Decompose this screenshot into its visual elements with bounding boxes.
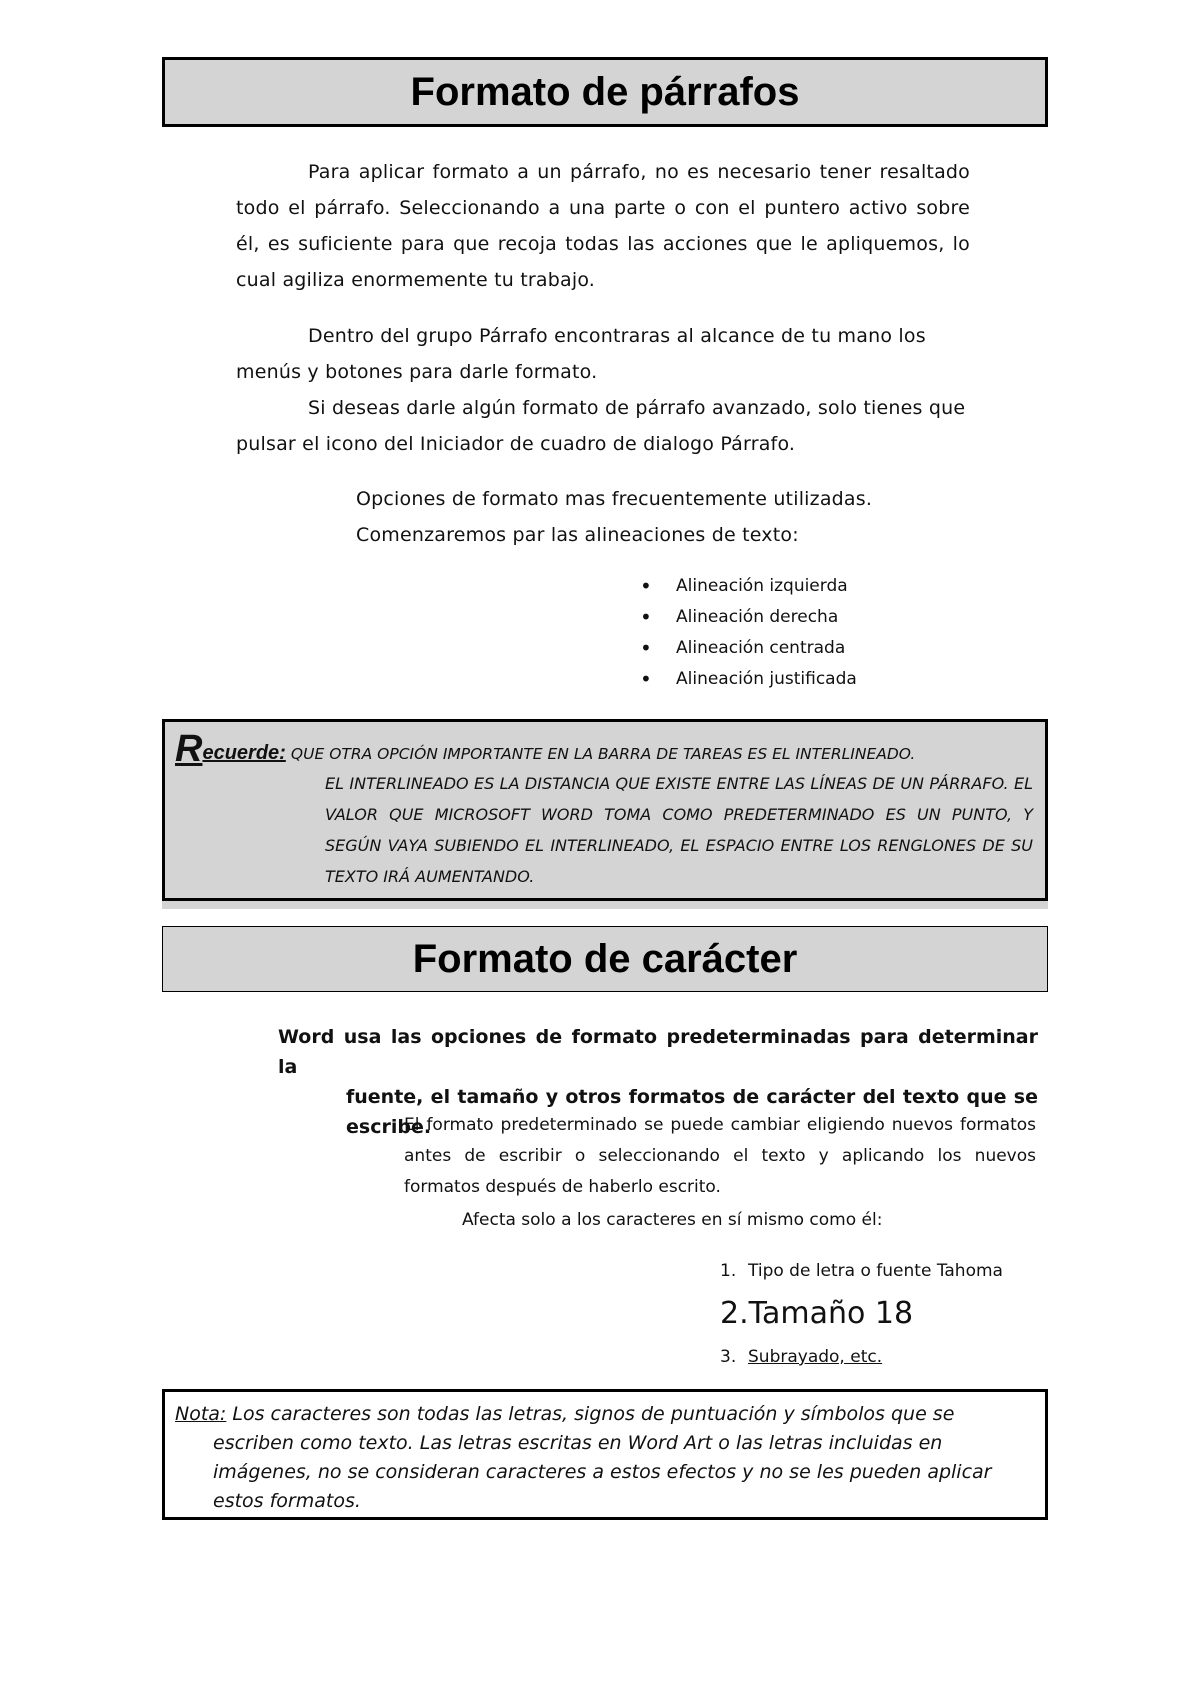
recuerde-body: EL INTERLINEADO ES LA DISTANCIA QUE EXISTE ENTRE LAS LÍNEAS DE UN PÁRRAFO. EL VALOR QUE MICROSOFT WORD TOMA COMO PREDETERMINADO ES UN PUNTO, Y SEGÚN VAYA SUBIENDO EL INTERLINEADO, EL ESPACIO ENTRE LOS RENGLONES DE SU TEXTO IRÁ AUMENTANDO. [325, 774, 1033, 886]
paragraph-opciones [356, 481, 996, 553]
paragraph-avanzado-text: Si deseas darle algún formato de párrafo avanzado, solo tienes que pulsar el icono del Iniciador de cuadro de dialogo Párrafo. [236, 397, 966, 455]
section-title-text: Formato de carácter [412, 936, 798, 981]
word-rest: fuente, el tamaño y otros formatos de carácter del texto que se escribe. [346, 1086, 1038, 1138]
paragraph-grupo-text: Dentro del grupo Párrafo encontraras al alcance de tu mano los menús y botones para darle formato. [236, 325, 926, 383]
recuerde-first-text: QUE OTRA OPCIÓN IMPORTANTE EN LA BARRA DE TAREAS ES EL INTERLINEADO. [290, 745, 916, 763]
list-item: • Alineación justificada [636, 664, 956, 695]
afecta-line [462, 1206, 882, 1234]
list-item: • Alineación derecha [636, 602, 956, 633]
recuerde-first-line [175, 728, 1031, 770]
list-text: Tamaño 18 [748, 1296, 914, 1331]
paragraph-intro [236, 154, 970, 298]
character-format-list [720, 1256, 1040, 1372]
section-title-caracter [162, 926, 1048, 992]
afecta-text: Afecta solo a los caracteres en sí mismo como él: [462, 1210, 883, 1230]
separator-strip [162, 901, 1048, 909]
nota-text: Los caracteres son todas las letras, signos de puntuación y símbolos que se escriben como texto. Las letras escritas en Word Art o las letras incluidas en imágenes, no se consideran caracteres a estos efectos y no se les pueden aplicar estos formatos. [213, 1403, 992, 1512]
word-first-line: Word usa las opciones de formato predeterminadas para determinar la [278, 1026, 1038, 1078]
list-item [720, 1342, 1040, 1372]
list-text: Subrayado, etc. [748, 1347, 883, 1367]
paragraph-grupo [236, 318, 970, 462]
default-format-text: El formato predeterminado se puede cambiar eligiendo nuevos formatos antes de escribir o seleccionando el texto y aplicando los nuevos formatos después de haberlo escrito. [404, 1115, 1036, 1197]
recuerde-big-letter: R [175, 728, 203, 770]
list-item: • Alineación izquierda [636, 571, 956, 602]
list-number: 2. [720, 1296, 749, 1331]
opciones-line: Opciones de formato mas frecuentemente utilizadas. [356, 488, 873, 510]
section-title-text: Formato de párrafos [410, 69, 800, 114]
list-item [720, 1286, 1040, 1342]
recuerde-box [162, 719, 1048, 901]
nota-label: Nota: [175, 1403, 227, 1425]
recuerde-label: ecuerde: [202, 742, 286, 764]
list-number: 1. [720, 1261, 737, 1281]
paragraph-intro-text: Para aplicar formato a un párrafo, no es necesario tener resaltado todo el párrafo. Seleccionando a una parte o con el puntero activo sobre él, es suficiente para que recoja todas las acciones que le apliquemos, lo cual agiliza enormemente tu trabajo. [236, 161, 970, 291]
nota-box [162, 1389, 1048, 1520]
comenzaremos-line: Comenzaremos par las alineaciones de texto: [356, 524, 799, 546]
list-item: • Alineación centrada [636, 633, 956, 664]
section-title-parrafos [162, 57, 1048, 127]
list-text: Tipo de letra o fuente Tahoma [748, 1261, 1003, 1281]
nota-content [175, 1400, 1025, 1516]
default-format-paragraph [404, 1110, 1036, 1203]
list-number: 3. [720, 1347, 737, 1367]
alignment-list [636, 571, 956, 695]
list-item [720, 1256, 1040, 1286]
